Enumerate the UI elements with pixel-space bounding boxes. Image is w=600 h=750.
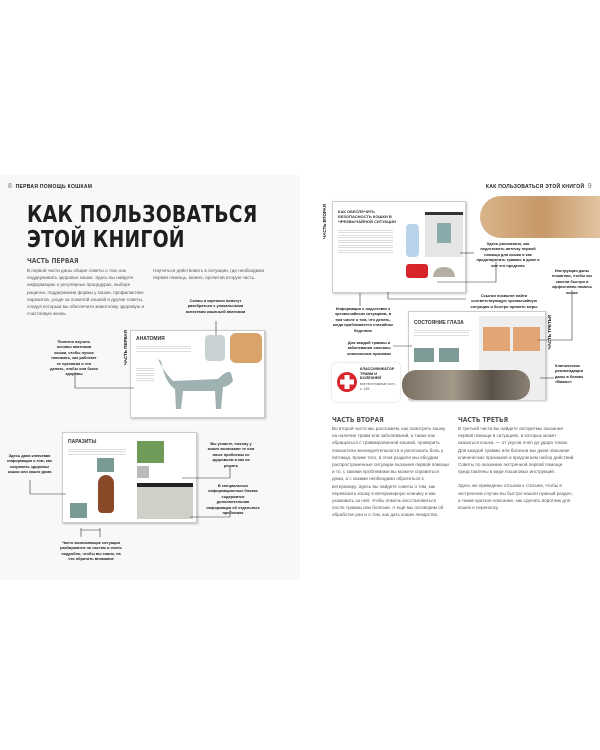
title-line: ЭТОЙ КНИГОЙ (27, 227, 185, 253)
lying-cat-photo (402, 370, 530, 400)
page-title (27, 203, 273, 253)
thumbnail-title: СОСТОЯНИЕ ГЛАЗА (414, 320, 464, 326)
annotation-step-by-step: Инструкции даны пошагово, чтобы вы смогли быстро и эффективно помочь кошке (552, 268, 592, 295)
running-head-text: КАК ПОЛЬЗОВАТЬСЯ ЭТОЙ КНИГОЙ (485, 184, 585, 190)
side-label-part-three: ЧАСТЬ ТРЕТЬЯ (547, 315, 552, 350)
annotation-why: Вы узнаете, почему у кошек возникают те или иные проблемы со здоровьем и как их решать (207, 441, 255, 468)
side-label-part-one: ЧАСТЬ ПЕРВАЯ (123, 330, 128, 366)
running-head-text: ПЕРВАЯ ПОМОЩЬ КОШКАМ (15, 184, 93, 190)
annotation-anatomy: Полезно изучить основы анатомии кошки, чтобы лучше понимать, как работает ее организм и что делать, чтобы они были здоровы (50, 339, 98, 377)
part-three-text-continued: Здесь же приведены отсылки к статьям, чтобы в экстренном случае вы быстро нашли нужный раздел, а также краткое описание, как сделать воротник для кошек и переноску. (458, 483, 573, 511)
thumbnail-title: КАК ОБЕСПЕЧИТЬ БЕЗОПАСНОСТЬ КОШКИ В ЧРЕЗВЫЧАЙНОЙ СИТУАЦИИ (338, 209, 396, 224)
annotation-preparation: Информация о подготовке к чрезвычайным ситуациям, в том числе о том, что делать, когда приближается стихийное бедствие (332, 306, 394, 333)
classifier-title: КЛАССИФИКАТОР ТРАВМ И БОЛЕЗНЕЙ (360, 367, 395, 381)
classifier-subtitle: все неотложные сост., с. 184 (360, 382, 397, 391)
classifier-text (360, 367, 399, 391)
parasites-page-thumbnail (62, 432, 197, 523)
annotation-key-info: Здесь дана ключевая информация о том, как сохранить здоровье кошки или кошек дома (7, 453, 52, 475)
cat-skeleton-illustration (153, 351, 243, 416)
part-one-heading: ЧАСТЬ ПЕРВАЯ (27, 257, 79, 265)
annotation-links: Ссылки позволят найти соответствующую чрезвычайную ситуацию и быстро принять меры (470, 293, 538, 309)
thumbnail-title: АНАТОМИЯ (136, 336, 165, 342)
annotation-info-blocks: В специальных информационных блоках содержится дополнительная информация об отдельных проблемах (206, 483, 260, 516)
annotation-situations: Часто возникающие ситуации разбираются по частям и очень подробно, чтобы вы знали, на что обратить внимание (60, 540, 122, 562)
classifier-badge (332, 363, 400, 402)
annotation-schemes: Схемы и картинки помогут разобраться с уникальными аспектами кошачьей анатомии (185, 298, 246, 314)
red-cross-icon (336, 371, 358, 393)
page-number: 8 (8, 183, 13, 190)
part-three-column (458, 425, 575, 511)
title-line: КАК ПОЛЬЗОВАТЬСЯ (27, 202, 258, 228)
part-two-text: Во второй части мы расскажем, как осмотреть кошку на наличие травм или заболеваний, а также как обращаться с травмированной кошкой, проверить показатели жизнедеятельности и распознать боль у питомца. Кроме того, в этом разделе мы обсудим распространенные ситуации оказания первой помощи и то, с какими проблемами вы можете справиться дома, а с какими необходимо обратиться к ветеринару. Здесь вы найдете советы о том, как перевозить кошку в ветеринарную клинику и как ухаживать за ней, чтобы помочь восстановиться после травмы или болезни. А ещё мы поговорим об обработке ран и о том, как дать кошке лекарство. (332, 426, 449, 518)
part-two-heading: ЧАСТЬ ВТОРАЯ (332, 416, 384, 424)
part-three-heading: ЧАСТЬ ТРЕТЬЯ (458, 416, 509, 424)
part-one-text: В первой части даны общие советы о том, как поддерживать здоровье кошки. Здесь вы найдете информацию о регулярных процедурах, выборе рациона, поддержании формы у кошки, профилактике паразитов, уходе за пожилой кошкой и другие советы, следуя которым вы обеспечите животному здоровую и счастливую жизнь. (27, 268, 145, 317)
page-number: 9 (587, 183, 592, 190)
left-running-head (8, 183, 92, 190)
cat-paw-photo (480, 196, 600, 238)
side-label-part-two: ЧАСТЬ ВТОРАЯ (322, 204, 327, 239)
annotation-clinical-signs: Для каждой травмы и заболевания описаны клинические признаки (347, 340, 391, 356)
annotation-important: Клинические рекомендации даны в блоках «Важно» (555, 363, 584, 385)
safety-page-thumbnail (332, 201, 466, 293)
annotation-first-aid-kit: Здесь рассказано, как подготовить аптечку первой помощи для кошки и как предотвратить травмы в доме и вне его пределах (476, 241, 540, 268)
part-three-text: В третьей части вы найдете алгоритмы оказания первой помощи в ситуациях, в которых может оказаться кошка, — от укусов пчел до удара током. Для каждой травмы или болезни мы даем описание клинических признаков и предлагаем набор действий. Советы по оказанию экстренной первой помощи представлены в виде пошаговых инструкций. (458, 426, 575, 475)
right-running-head (486, 183, 592, 190)
thumbnail-title: ПАРАЗИТЫ (68, 439, 97, 445)
part-one-text-continued: Научиться действовать в ситуации, где необходима первая помощь, можно, прочитав вторую часть. (153, 268, 265, 281)
anatomy-page-thumbnail (130, 330, 265, 418)
